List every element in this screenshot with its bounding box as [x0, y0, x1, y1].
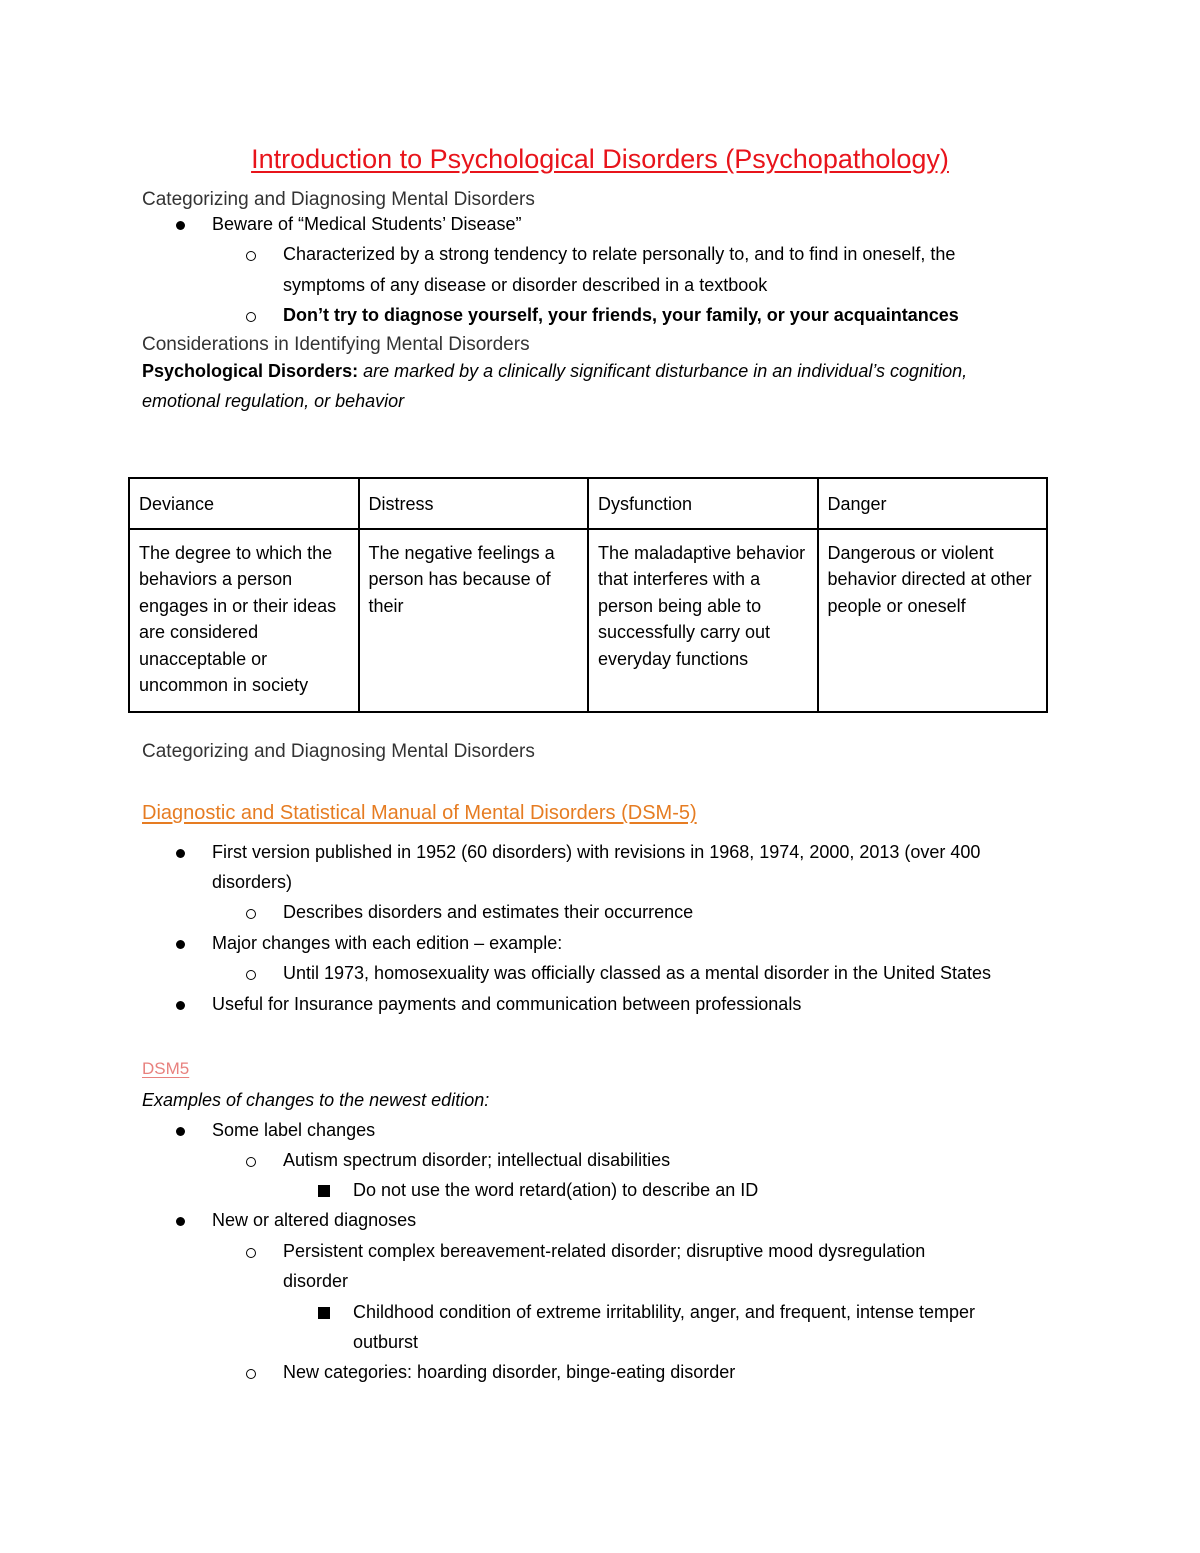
bullet-circle-icon [246, 251, 256, 261]
sub-bullet-until-1973: Until 1973, homosexuality was officially classed as a mental disorder in the United States [283, 963, 992, 983]
bullet-circle-icon [246, 312, 256, 322]
table-header-cell: Distress [359, 478, 589, 529]
table-cell: The negative feelings a person has because of their [359, 529, 589, 712]
bullet-disc-icon [176, 849, 185, 858]
sub-bullet-new-categories: New categories: hoarding disorder, binge-eating disorder [283, 1362, 736, 1382]
sub-sub-bullet-childhood-line1: Childhood condition of extreme irritablility, anger, and frequent, intense temper [353, 1302, 976, 1322]
bullet-medical-students-disease: Beware of “Medical Students’ Disease” [212, 214, 522, 234]
bullet-disc-icon [176, 940, 185, 949]
bullet-circle-icon [246, 970, 256, 980]
table-cell: The degree to which the behaviors a person engages in or their ideas are considered unacceptable or uncommon in society [129, 529, 359, 712]
examples-intro: Examples of changes to the newest edition: [142, 1090, 490, 1110]
bullet-new-diagnoses: New or altered diagnoses [212, 1210, 417, 1230]
section-heading-categorizing-2: Categorizing and Diagnosing Mental Disorders [142, 741, 535, 762]
sub-sub-bullet-retardation: Do not use the word retard(ation) to describe an ID [353, 1180, 759, 1200]
bullet-first-version-line1: First version published in 1952 (60 disorders) with revisions in 1968, 1974, 2000, 2013 (over 400 [212, 842, 981, 862]
definition-line1 [142, 361, 967, 382]
sub-bullet-persistent-line2: disorder [283, 1271, 349, 1291]
bullet-disc-icon [176, 1127, 185, 1136]
sub-bullet-autism: Autism spectrum disorder; intellectual disabilities [283, 1150, 671, 1170]
section-heading-categorizing: Categorizing and Diagnosing Mental Disorders [142, 189, 535, 210]
sub-bullet-describes: Describes disorders and estimates their occurrence [283, 902, 694, 922]
bullet-circle-icon [246, 1369, 256, 1379]
definition-text-line1: are marked by a clinically significant disturbance in an individual’s cognition, [363, 361, 968, 381]
dsm5-manual-link[interactable]: Diagnostic and Statistical Manual of Mental Disorders (DSM-5) [142, 802, 697, 824]
four-ds-table [128, 477, 1048, 713]
table-cell: The maladaptive behavior that interferes with a person being able to successfully carry out everyday functions [588, 529, 818, 712]
sub-bullet-dont-diagnose: Don’t try to diagnose yourself, your friends, your family, or your acquaintances [283, 305, 959, 325]
bullet-disc-icon [176, 1217, 185, 1226]
bullet-first-version-line2: disorders) [212, 872, 293, 892]
table-row [129, 529, 1047, 712]
sub-bullet-characterized-line1: Characterized by a strong tendency to relate personally to, and to find in oneself, the [283, 244, 956, 264]
bullet-label-changes: Some label changes [212, 1120, 376, 1140]
sub-bullet-characterized-line2: symptoms of any disease or disorder described in a textbook [283, 275, 768, 295]
sub-sub-bullet-childhood-line2: outburst [353, 1332, 419, 1352]
table-header-cell: Danger [818, 478, 1048, 529]
definition-text-line2: emotional regulation, or behavior [142, 391, 405, 411]
sub-bullet-persistent-line1: Persistent complex bereavement-related disorder; disruptive mood dysregulation [283, 1241, 926, 1261]
bullet-square-icon [318, 1185, 330, 1197]
table-header-cell: Deviance [129, 478, 359, 529]
table-header-cell: Dysfunction [588, 478, 818, 529]
bullet-circle-icon [246, 909, 256, 919]
bullet-disc-icon [176, 221, 185, 230]
bullet-major-changes: Major changes with each edition – example: [212, 933, 563, 953]
table-cell: Dangerous or violent behavior directed at other people or oneself [818, 529, 1048, 712]
bullet-circle-icon [246, 1248, 256, 1258]
section-heading-considerations: Considerations in Identifying Mental Disorders [142, 334, 530, 355]
definition-term: Psychological Disorders: [142, 361, 359, 381]
bullet-circle-icon [246, 1157, 256, 1167]
bullet-square-icon [318, 1307, 330, 1319]
page-title: Introduction to Psychological Disorders (Psychopathology) [251, 144, 949, 174]
bullet-useful-for-insurance: Useful for Insurance payments and communication between professionals [212, 994, 802, 1014]
bullet-disc-icon [176, 1001, 185, 1010]
dsm5-link[interactable]: DSM5 [142, 1059, 190, 1078]
table-header-row [129, 478, 1047, 529]
